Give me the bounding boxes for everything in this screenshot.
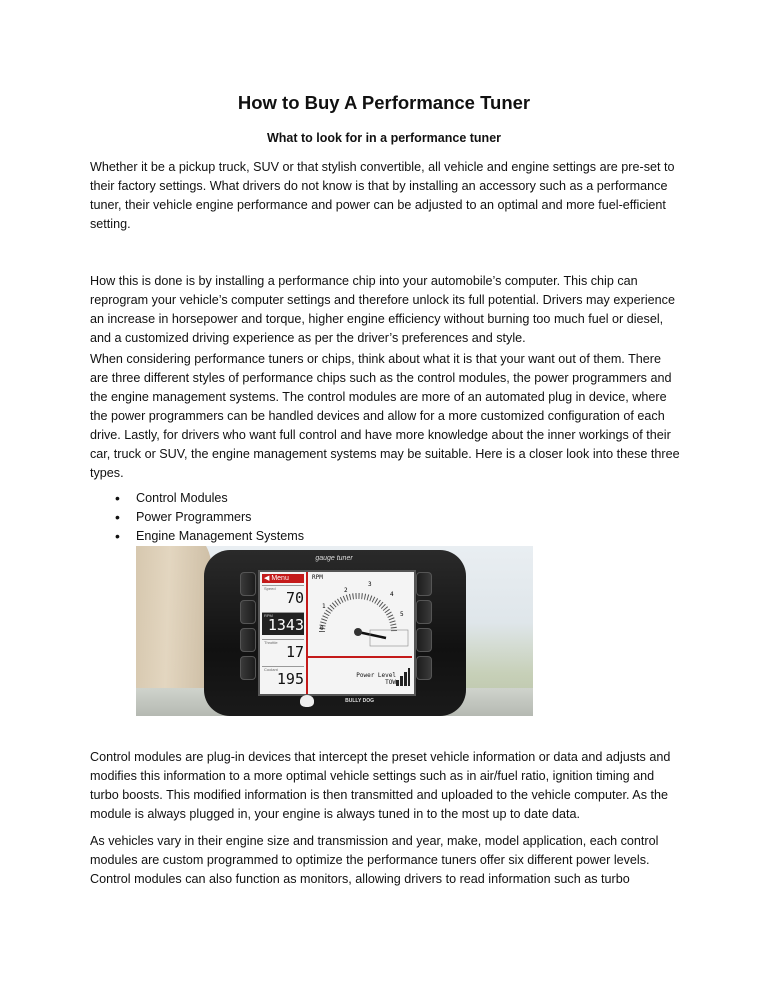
rpm-dial-panel	[308, 572, 412, 658]
dial-number: 4	[390, 591, 394, 598]
device-right-button	[416, 572, 432, 596]
paragraph-intro: Whether it be a pickup truck, SUV or that stylish convertible, all vehicle and engine settings are pre-set to their factory settings. What drivers do not know is that by installing an accessory such as a performance tuner, their vehicle engine performance and power can be adjusted to an optimal and more fuel-efficient setting.	[90, 160, 675, 231]
device-left-button	[240, 600, 256, 624]
list-item: • Power Programmers	[90, 508, 304, 527]
paragraph-custom-programmed: As vehicles vary in their engine size and transmission and year, make, model application, each control modules are custom programmed to optimize the performance tuners offer six different power levels. Control modules can also function as monitors, allowing drivers to read information such as turbo	[90, 834, 659, 886]
power-level-label: Power Level TOW	[356, 672, 396, 686]
device-left-button	[240, 656, 256, 680]
tuner-device-photo	[136, 546, 533, 716]
device-right-button	[416, 600, 432, 624]
dial-number: 3	[368, 581, 372, 588]
paragraph-control-modules: Control modules are plug-in devices that intercept the preset vehicle information or data and adjusts and modifies this information to a more optimal vehicle settings such as in air/fuel ratio, ignition timing and turbo boosts. This modified information is then transmitted and uploaded to the vehicle computer. As the module is always plugged in, your engine is always tuned in to the most up to date data.	[90, 750, 671, 821]
gauge-coolant: Coolant 195	[264, 667, 304, 688]
gauge-column	[260, 572, 308, 694]
dial-number: 0	[320, 625, 324, 632]
list-item: • Control Modules	[90, 489, 304, 508]
maker-logo: BULLY DOG	[345, 698, 374, 704]
gauge-speed: Speed 70	[264, 586, 304, 607]
menu-label: ◀ Menu	[262, 574, 304, 583]
paragraph-chip: How this is done is by installing a performance chip into your automobile’s computer. This chip can reprogram your vehicle’s computer settings and therefore unlock its full potential. Drivers may experience an increase in horsepower and torque, higher engine efficiency without burning too much fuel or diesel, and a customized driving experience as per the driver’s preferences and style.	[90, 274, 675, 345]
device-brand-logo: gauge tuner	[315, 555, 353, 562]
paragraph-styles: When considering performance tuners or chips, think about what it is that your want out of them. There are three different styles of performance chips such as the control modules, the power programmers and the engine management systems. The control modules are more of an automated plug in device, where the power programmers can be handled devices and allow for a more customized configuration of each drive. Lastly, for drivers who want full control and have more knowledge about the inner workings of their car, truck or SUV, the engine management systems may be suitable. Here is a closer look into these three types.	[90, 352, 680, 480]
power-bars-icon	[396, 666, 410, 686]
gauge-throttle: Throttle 17	[264, 640, 304, 661]
rpm-label: RPM	[312, 574, 323, 581]
device-right-button	[416, 628, 432, 652]
document-title: How to Buy A Performance Tuner	[237, 92, 531, 113]
tuner-types-list	[90, 489, 304, 546]
device-right-button	[416, 656, 432, 680]
dial-number: 2	[344, 587, 348, 594]
device-screen	[258, 570, 416, 696]
device-left-button	[240, 628, 256, 652]
rpm-dial-icon	[308, 572, 412, 656]
list-item: • Engine Management Systems	[90, 527, 304, 546]
dial-number: 1	[322, 603, 326, 610]
gauge-rpm: RPM 1343	[264, 613, 304, 634]
dial-number: 5	[400, 611, 404, 618]
device-left-button	[240, 572, 256, 596]
tuner-device	[204, 550, 466, 716]
power-level-panel	[308, 658, 412, 694]
document-subtitle: What to look for in a performance tuner	[266, 131, 502, 145]
